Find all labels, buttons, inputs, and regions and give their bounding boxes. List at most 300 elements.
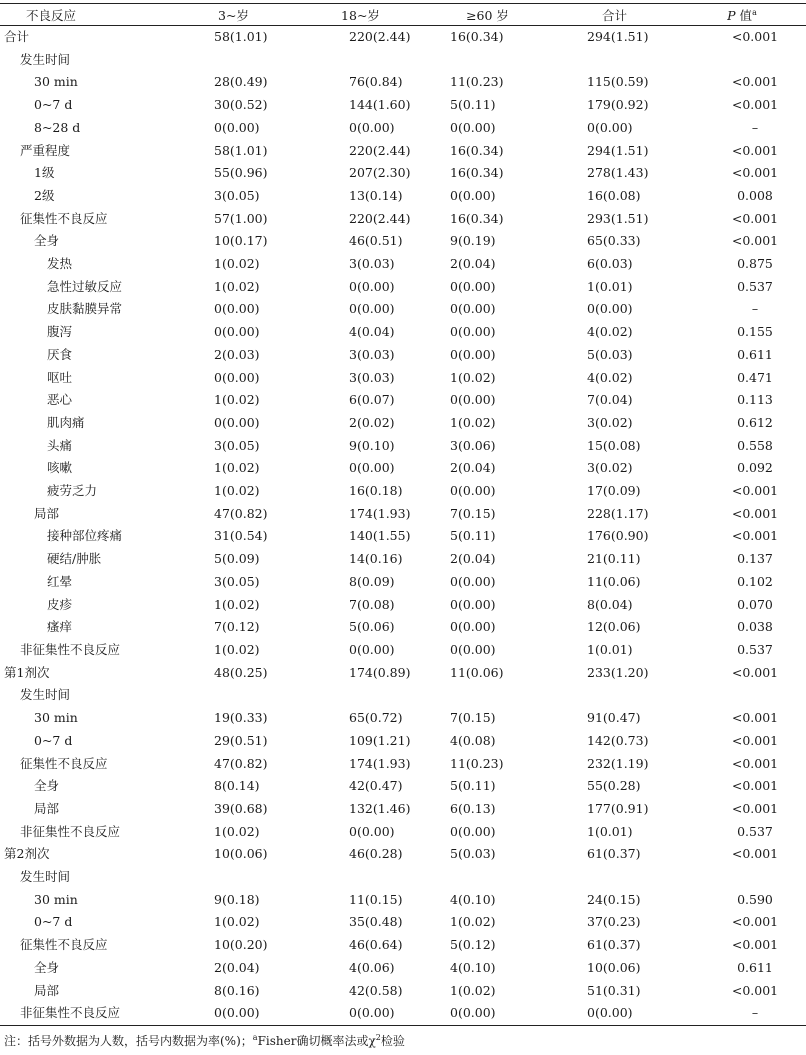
- cell-age-18: 0(0.00): [349, 823, 395, 839]
- footnote-text-1: 注：括号外数据为人数，括号内数据为率(%)；: [4, 1034, 253, 1048]
- cell-age-60: 0(0.00): [450, 346, 496, 362]
- table-body: [0, 26, 806, 1026]
- row-label: 30 min: [34, 891, 78, 907]
- cell-age-18: 3(0.03): [349, 256, 395, 272]
- cell-age-60: [424, 684, 551, 707]
- cell-age-60: 0(0.00): [450, 823, 496, 839]
- cell-total: 0(0.00): [587, 119, 633, 135]
- cell-age-3: 10(0.06): [214, 846, 268, 862]
- cell-age-18: [297, 866, 424, 889]
- cell-age-3: 7(0.12): [214, 619, 260, 635]
- header-p-sup: a: [752, 7, 757, 17]
- cell-age-60: 1(0.02): [450, 369, 496, 385]
- cell-age-18: 46(0.51): [349, 233, 403, 249]
- row-label: 发生时间: [20, 687, 71, 703]
- cell-age-18: 109(1.21): [349, 732, 411, 748]
- table-header-row: [0, 4, 806, 26]
- cell-age-60: 2(0.04): [450, 551, 496, 567]
- table-row: [0, 344, 806, 367]
- cell-p-value: 0.155: [737, 324, 773, 340]
- table-row: [0, 208, 806, 231]
- cell-age-18: 4(0.06): [349, 959, 395, 975]
- row-label: 皮肤黏膜异常: [47, 301, 123, 317]
- row-label: 恶心: [47, 392, 73, 408]
- row-label: 非征集性不良反应: [0, 1002, 170, 1025]
- cell-age-60: 16(0.34): [450, 29, 504, 44]
- cell-age-3: 48(0.25): [214, 664, 268, 680]
- table-row: [0, 662, 806, 685]
- row-label: 呕吐: [47, 369, 73, 385]
- cell-p-value: <0.001: [731, 165, 779, 181]
- header-p-letter: P: [727, 7, 736, 23]
- cell-age-18: 0(0.00): [349, 278, 395, 294]
- cell-total: 10(0.06): [587, 959, 641, 975]
- cell-age-3: 1(0.02): [214, 596, 260, 612]
- cell-age-60: 2(0.04): [450, 256, 496, 272]
- cell-total: 17(0.09): [587, 483, 641, 499]
- cell-total: 0(0.00): [587, 301, 633, 317]
- cell-age-3: 1(0.02): [214, 641, 260, 657]
- row-label: 全身: [34, 778, 60, 794]
- row-label: 合计: [4, 29, 30, 44]
- cell-age-3: 8(0.16): [214, 982, 260, 998]
- cell-age-18: 16(0.18): [349, 483, 403, 499]
- cell-age-60: 0(0.00): [450, 324, 496, 340]
- table-row: [0, 435, 806, 458]
- cell-age-18: 174(0.89): [349, 664, 411, 680]
- cell-age-3: 55(0.96): [214, 165, 268, 181]
- cell-age-3: 0(0.00): [170, 1002, 297, 1025]
- cell-p-value: <0.001: [731, 982, 779, 998]
- cell-total: 16(0.08): [587, 187, 641, 203]
- row-label: 2级: [34, 187, 55, 203]
- cell-age-60: 0(0.00): [424, 1002, 551, 1025]
- cell-age-18: 140(1.55): [349, 528, 411, 544]
- cell-total: 15(0.08): [587, 437, 641, 453]
- cell-p-value: 0.137: [737, 551, 773, 567]
- cell-total: 1(0.01): [587, 641, 633, 657]
- cell-age-18: 8(0.09): [349, 573, 395, 589]
- cell-p-value: <0.001: [731, 710, 779, 726]
- table-row: [0, 321, 806, 344]
- cell-age-18: 174(1.93): [349, 505, 411, 521]
- cell-age-60: 5(0.11): [450, 97, 496, 113]
- cell-age-3: 39(0.68): [214, 800, 268, 816]
- cell-age-3: 1(0.02): [214, 278, 260, 294]
- cell-age-3: 30(0.52): [214, 97, 268, 113]
- cell-p-value: <0.001: [731, 755, 779, 771]
- cell-age-60: 1(0.02): [450, 414, 496, 430]
- cell-total: 3(0.02): [587, 414, 633, 430]
- row-label: 厌食: [47, 346, 73, 362]
- cell-total: 8(0.04): [587, 596, 633, 612]
- cell-age-18: 14(0.16): [349, 551, 403, 567]
- row-label: 30 min: [34, 74, 78, 90]
- table-row: [0, 525, 806, 548]
- cell-total: [551, 866, 678, 889]
- cell-age-18: 46(0.28): [349, 846, 403, 862]
- footnote-sup-a: a: [252, 1033, 258, 1042]
- cell-p-value: –: [751, 119, 759, 135]
- cell-total: 7(0.04): [587, 392, 633, 408]
- cell-total: 294(1.51): [587, 29, 649, 44]
- cell-p-value: <0.001: [731, 664, 779, 680]
- cell-age-60: 9(0.19): [450, 233, 496, 249]
- cell-p-value: <0.001: [731, 937, 779, 953]
- cell-p-value: 0.113: [737, 392, 773, 408]
- header-p-suffix: 值: [735, 7, 753, 23]
- cell-total: 51(0.31): [587, 982, 641, 998]
- row-label: 硬结/肿胀: [47, 551, 102, 567]
- cell-age-18: 5(0.06): [349, 619, 395, 635]
- row-label: 瘙痒: [47, 619, 73, 635]
- cell-age-60: 16(0.34): [450, 210, 504, 226]
- cell-total: 177(0.91): [587, 800, 649, 816]
- row-label: 1级: [34, 165, 55, 181]
- cell-age-3: 31(0.54): [214, 528, 268, 544]
- table-row: [0, 707, 806, 730]
- header-age-3: 3~岁: [170, 4, 297, 26]
- cell-total: 12(0.06): [587, 619, 641, 635]
- cell-p-value: 0.611: [737, 959, 773, 975]
- cell-age-60: 4(0.10): [450, 959, 496, 975]
- cell-total: 55(0.28): [587, 778, 641, 794]
- cell-p-value: <0.001: [731, 142, 779, 158]
- cell-p-value: [678, 49, 806, 72]
- cell-p-value: 0.590: [737, 891, 773, 907]
- cell-age-3: 0(0.00): [214, 301, 260, 317]
- cell-total: 179(0.92): [587, 97, 649, 113]
- cell-age-18: 2(0.02): [349, 414, 395, 430]
- cell-age-60: 0(0.00): [450, 392, 496, 408]
- cell-age-18: 65(0.72): [349, 710, 403, 726]
- cell-total: 233(1.20): [587, 664, 649, 680]
- cell-p-value: <0.001: [731, 505, 779, 521]
- cell-p-value: <0.001: [731, 846, 779, 862]
- cell-total: 278(1.43): [587, 165, 649, 181]
- table-row: [0, 230, 806, 253]
- cell-age-18: 0(0.00): [349, 641, 395, 657]
- row-label: 头痛: [47, 437, 73, 453]
- footnote-text-3: 检验: [380, 1034, 405, 1048]
- cell-age-3: 3(0.05): [214, 187, 260, 203]
- table-row: [0, 185, 806, 208]
- cell-age-3: [170, 866, 297, 889]
- cell-age-3: 47(0.82): [214, 505, 268, 521]
- header-age-60: ≥60 岁: [424, 4, 551, 26]
- cell-age-60: 0(0.00): [450, 119, 496, 135]
- table-row: [0, 94, 806, 117]
- table-row: [0, 753, 806, 776]
- table-row: [0, 684, 806, 707]
- cell-p-value: <0.001: [731, 914, 779, 930]
- cell-age-60: 3(0.06): [450, 437, 496, 453]
- cell-total: 61(0.37): [587, 846, 641, 862]
- table-row: [0, 49, 806, 72]
- cell-p-value: <0.001: [731, 210, 779, 226]
- cell-total: 293(1.51): [587, 210, 649, 226]
- cell-total: 0(0.00): [551, 1002, 678, 1025]
- table-row: [0, 889, 806, 912]
- row-label: 非征集性不良反应: [20, 823, 121, 839]
- table-row: [0, 730, 806, 753]
- row-label: 发生时间: [20, 51, 71, 67]
- table-row: [0, 957, 806, 980]
- cell-age-3: 1(0.02): [214, 483, 260, 499]
- cell-age-3: 3(0.05): [214, 437, 260, 453]
- cell-p-value: <0.001: [731, 29, 779, 44]
- cell-age-18: 3(0.03): [349, 346, 395, 362]
- cell-age-18: 207(2.30): [349, 165, 411, 181]
- cell-total: 232(1.19): [587, 755, 649, 771]
- row-label: 0~7 d: [34, 732, 73, 748]
- header-age-18: 18~岁: [297, 4, 424, 26]
- cell-p-value: 0.102: [737, 573, 773, 589]
- cell-age-3: 28(0.49): [214, 74, 268, 90]
- cell-age-18: 76(0.84): [349, 74, 403, 90]
- cell-total: 4(0.02): [587, 324, 633, 340]
- cell-age-18: 144(1.60): [349, 97, 411, 113]
- cell-p-value: <0.001: [731, 800, 779, 816]
- cell-age-60: 4(0.10): [450, 891, 496, 907]
- cell-age-18: 13(0.14): [349, 187, 403, 203]
- cell-age-3: 10(0.17): [214, 233, 268, 249]
- cell-age-3: 1(0.02): [214, 256, 260, 272]
- table-row: [0, 367, 806, 390]
- cell-age-3: 8(0.14): [214, 778, 260, 794]
- cell-age-60: 0(0.00): [450, 187, 496, 203]
- cell-total: 61(0.37): [587, 937, 641, 953]
- cell-total: 5(0.03): [587, 346, 633, 362]
- cell-p-value: –: [678, 1002, 806, 1025]
- cell-age-60: 5(0.11): [450, 528, 496, 544]
- row-label: 全身: [34, 233, 60, 249]
- cell-p-value: 0.008: [737, 187, 773, 203]
- cell-age-18: 35(0.48): [349, 914, 403, 930]
- cell-age-60: [424, 49, 551, 72]
- cell-age-18: 4(0.04): [349, 324, 395, 340]
- cell-age-3: 58(1.01): [214, 142, 268, 158]
- cell-age-18: 220(2.44): [349, 29, 411, 44]
- cell-age-3: [170, 49, 297, 72]
- cell-age-18: 0(0.00): [349, 460, 395, 476]
- row-label: 非征集性不良反应: [20, 641, 121, 657]
- cell-age-60: 16(0.34): [450, 165, 504, 181]
- cell-total: [551, 49, 678, 72]
- cell-p-value: 0.537: [737, 641, 773, 657]
- cell-age-60: 1(0.02): [450, 982, 496, 998]
- cell-age-3: 0(0.00): [214, 324, 260, 340]
- row-label: 8~28 d: [34, 119, 81, 135]
- row-label: 0~7 d: [34, 97, 73, 113]
- cell-age-60: 11(0.23): [450, 755, 504, 771]
- table-row: [0, 253, 806, 276]
- cell-age-18: 220(2.44): [349, 210, 411, 226]
- cell-p-value: 0.611: [737, 346, 773, 362]
- table-row: [0, 412, 806, 435]
- cell-age-3: 1(0.02): [214, 823, 260, 839]
- cell-age-3: 10(0.20): [214, 937, 268, 953]
- row-label: 0~7 d: [34, 914, 73, 930]
- row-label: 发热: [47, 256, 73, 272]
- table-row: [0, 503, 806, 526]
- table-row: [0, 71, 806, 94]
- cell-total: 6(0.03): [587, 256, 633, 272]
- cell-total: 228(1.17): [587, 505, 649, 521]
- cell-p-value: 0.537: [737, 278, 773, 294]
- table-footnote: [4, 1032, 405, 1049]
- cell-total: 294(1.51): [587, 142, 649, 158]
- cell-total: 1(0.01): [587, 823, 633, 839]
- cell-p-value: <0.001: [731, 732, 779, 748]
- cell-p-value: 0.612: [737, 414, 773, 430]
- table-row: [0, 775, 806, 798]
- row-label: 发生时间: [20, 869, 71, 885]
- cell-p-value: 0.558: [737, 437, 773, 453]
- cell-total: 1(0.01): [587, 278, 633, 294]
- cell-age-60: 7(0.15): [450, 710, 496, 726]
- row-label: 30 min: [34, 710, 78, 726]
- table-row: [0, 548, 806, 571]
- cell-age-3: 1(0.02): [214, 914, 260, 930]
- cell-age-18: 9(0.10): [349, 437, 395, 453]
- cell-age-3: 5(0.09): [214, 551, 260, 567]
- cell-age-60: 0(0.00): [450, 641, 496, 657]
- cell-total: 11(0.06): [587, 573, 641, 589]
- cell-total: [551, 684, 678, 707]
- header-p-value: [678, 4, 806, 26]
- cell-age-18: [297, 49, 424, 72]
- cell-p-value: <0.001: [731, 97, 779, 113]
- cell-age-3: 58(1.01): [214, 29, 268, 44]
- cell-total: 3(0.02): [587, 460, 633, 476]
- row-label: 局部: [34, 800, 60, 816]
- cell-age-3: 47(0.82): [214, 755, 268, 771]
- table-row: [0, 276, 806, 299]
- cell-age-3: 0(0.00): [214, 119, 260, 135]
- cell-p-value: <0.001: [731, 528, 779, 544]
- row-label: 急性过敏反应: [47, 278, 123, 294]
- cell-age-3: [170, 684, 297, 707]
- table-row: [0, 821, 806, 844]
- cell-age-60: 11(0.06): [450, 664, 504, 680]
- cell-age-60: 7(0.15): [450, 505, 496, 521]
- cell-age-60: 5(0.11): [450, 778, 496, 794]
- table-row: [0, 162, 806, 185]
- cell-p-value: 0.471: [737, 369, 773, 385]
- table-row: [0, 298, 806, 321]
- cell-p-value: <0.001: [731, 233, 779, 249]
- adverse-reaction-table: [0, 3, 806, 1026]
- cell-age-3: 0(0.00): [214, 369, 260, 385]
- cell-age-60: 0(0.00): [450, 278, 496, 294]
- table-row: [0, 639, 806, 662]
- table-row: [0, 480, 806, 503]
- cell-p-value: <0.001: [731, 483, 779, 499]
- row-label: 全身: [34, 959, 60, 975]
- cell-age-3: 3(0.05): [214, 573, 260, 589]
- row-label: 肌肉痛: [47, 414, 85, 430]
- cell-p-value: 0.875: [737, 256, 773, 272]
- cell-age-3: 57(1.00): [214, 210, 268, 226]
- cell-age-3: 19(0.33): [214, 710, 268, 726]
- cell-age-18: 6(0.07): [349, 392, 395, 408]
- cell-age-60: 5(0.03): [450, 846, 496, 862]
- cell-age-60: 0(0.00): [450, 573, 496, 589]
- row-label: 征集性不良反应: [20, 210, 108, 226]
- cell-age-18: 11(0.15): [349, 891, 403, 907]
- cell-age-3: 29(0.51): [214, 732, 268, 748]
- cell-age-3: 1(0.02): [214, 392, 260, 408]
- cell-age-60: 5(0.12): [450, 937, 496, 953]
- table-row: [0, 117, 806, 140]
- table-row: [0, 934, 806, 957]
- cell-p-value: <0.001: [731, 74, 779, 90]
- row-label: 接种部位疼痛: [47, 528, 123, 544]
- cell-total: 115(0.59): [587, 74, 649, 90]
- cell-p-value: [678, 866, 806, 889]
- cell-total: 21(0.11): [587, 551, 641, 567]
- cell-age-60: 16(0.34): [450, 142, 504, 158]
- table-row: [0, 980, 806, 1003]
- cell-age-60: [424, 866, 551, 889]
- cell-total: 37(0.23): [587, 914, 641, 930]
- cell-total: 142(0.73): [587, 732, 649, 748]
- table-row: [0, 911, 806, 934]
- row-label: 征集性不良反应: [20, 937, 108, 953]
- cell-age-18: 42(0.58): [349, 982, 403, 998]
- cell-age-18: 7(0.08): [349, 596, 395, 612]
- cell-age-18: 3(0.03): [349, 369, 395, 385]
- cell-age-18: 42(0.47): [349, 778, 403, 794]
- table-row: [0, 457, 806, 480]
- cell-age-60: 2(0.04): [450, 460, 496, 476]
- row-label: 严重程度: [20, 142, 71, 158]
- row-label: 红晕: [47, 573, 73, 589]
- table-row: [0, 798, 806, 821]
- table-row: [0, 1002, 806, 1025]
- cell-age-3: 0(0.00): [214, 414, 260, 430]
- table-row: [0, 571, 806, 594]
- row-label: 疲劳乏力: [47, 483, 98, 499]
- row-label: 征集性不良反应: [20, 755, 108, 771]
- row-label: 局部: [34, 505, 60, 521]
- table-row: [0, 866, 806, 889]
- cell-age-18: 0(0.00): [297, 1002, 424, 1025]
- row-label: 第1剂次: [4, 664, 50, 680]
- cell-age-18: 0(0.00): [349, 301, 395, 317]
- table-row: [0, 26, 806, 49]
- cell-age-60: 0(0.00): [450, 596, 496, 612]
- cell-age-60: 6(0.13): [450, 800, 496, 816]
- header-label: 不良反应: [0, 4, 170, 26]
- cell-p-value: <0.001: [731, 778, 779, 794]
- cell-p-value: –: [751, 301, 759, 317]
- cell-age-60: 11(0.23): [450, 74, 504, 90]
- cell-age-18: 0(0.00): [349, 119, 395, 135]
- table-row: [0, 616, 806, 639]
- cell-age-18: 46(0.64): [349, 937, 403, 953]
- cell-total: 4(0.02): [587, 369, 633, 385]
- table-row: [0, 843, 806, 866]
- cell-age-60: 0(0.00): [450, 301, 496, 317]
- footnote-text-2: Fisher确切概率法或χ: [257, 1034, 376, 1048]
- footnote-sup-2: 2: [375, 1033, 381, 1042]
- cell-age-3: 1(0.02): [214, 460, 260, 476]
- cell-age-60: 0(0.00): [450, 483, 496, 499]
- cell-total: 91(0.47): [587, 710, 641, 726]
- row-label: 咳嗽: [47, 460, 73, 476]
